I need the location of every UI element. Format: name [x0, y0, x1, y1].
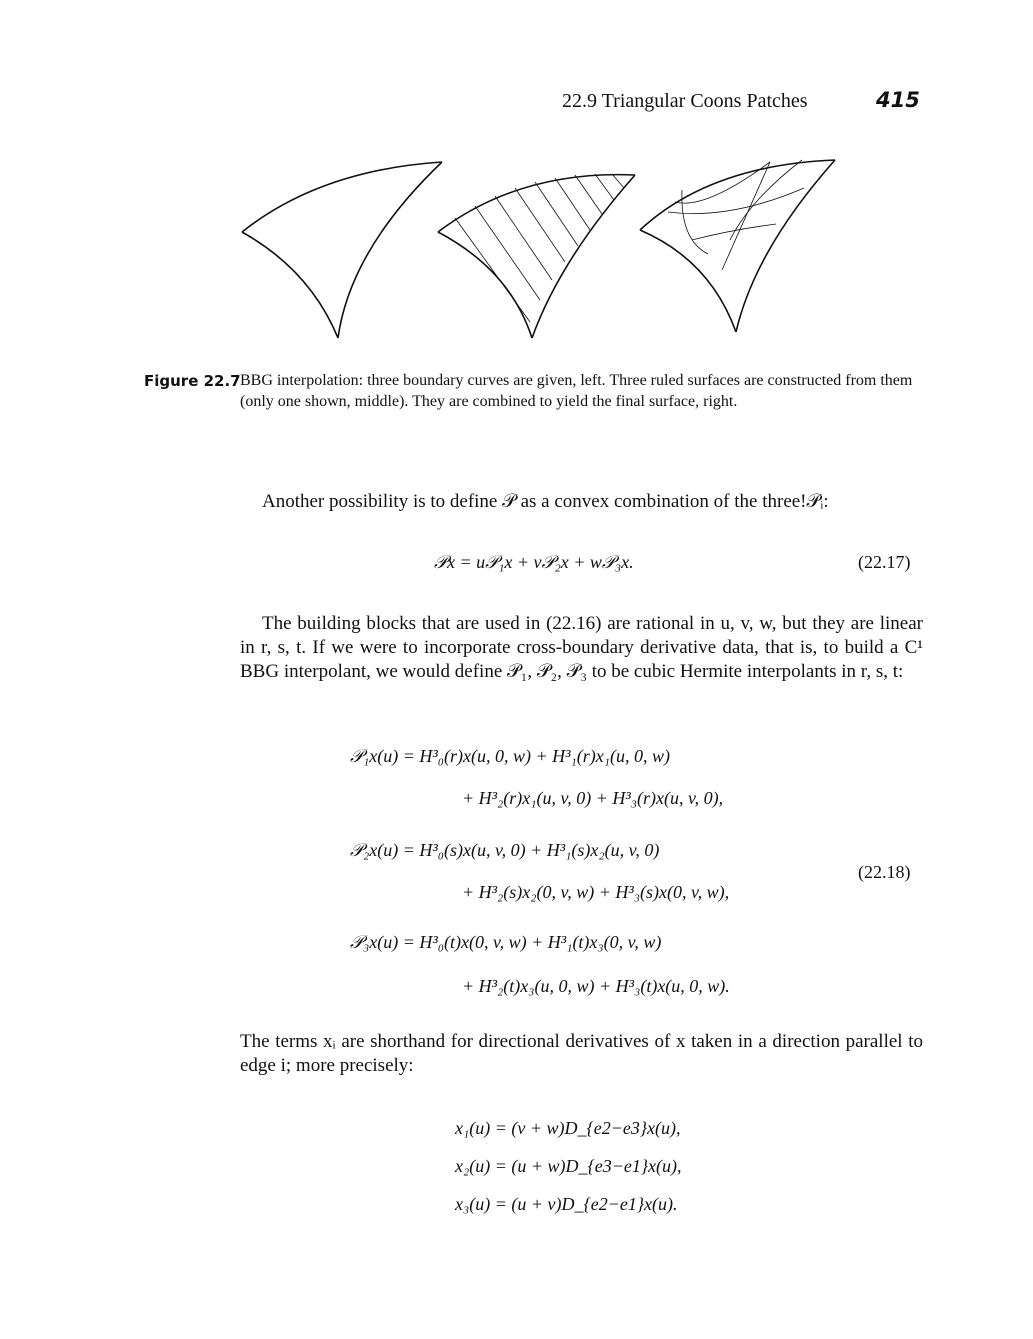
page-number: 415: [876, 88, 920, 112]
final-surface-illustration: [640, 160, 835, 332]
paragraph-building-blocks: The building blocks that are used in (22.16) are rational in u, v, w, but they are linear in r, s, t. If we were to incorporate cross-boundary derivative data, that is, to build a C¹ BBG interpolant, we would define 𝒫₁, 𝒫₂, 𝒫₃ to be cubic Hermite interpolants in r, s, t:: [240, 613, 923, 682]
figure-bbg-interpolation: [230, 150, 870, 360]
running-header-title: 22.9 Triangular Coons Patches: [562, 90, 808, 112]
derivative-line: x₁(u) = (v + w)D_{e2−e3}x(u),: [455, 1118, 681, 1138]
equation-line: + H³₂(t)x₃(u, 0, w) + H³₃(t)x(u, 0, w).: [462, 976, 730, 996]
equation-line: 𝒫₃x(u) = H³₀(t)x(0, v, w) + H³₁(t)x₃(0, v, w): [350, 932, 662, 952]
paragraph-convex-combination: Another possibility is to define 𝒫 as a convex combination of the three!𝒫ᵢ:: [262, 491, 829, 512]
derivative-line: x₂(u) = (u + w)D_{e3−e1}x(u),: [455, 1156, 682, 1176]
equation-number-22-17: (22.17): [858, 552, 911, 572]
equation-line: + H³₂(r)x₁(u, v, 0) + H³₃(r)x(u, v, 0),: [462, 788, 724, 808]
paragraph-directional-derivatives: The terms xᵢ are shorthand for directional derivatives of x taken in a direction parallel to edge i; more precisely:: [240, 1031, 923, 1076]
equation-line: + H³₂(s)x₂(0, v, w) + H³₃(s)x(0, v, w),: [462, 882, 730, 902]
equation-line: 𝒫₁x(u) = H³₀(r)x(u, 0, w) + H³₁(r)x₁(u, 0, w): [350, 746, 671, 766]
ruled-surface-illustration: [438, 174, 635, 338]
boundary-curves-illustration: [242, 162, 442, 338]
figure-label: Figure 22.7: [144, 372, 241, 390]
derivative-line: x₃(u) = (u + v)D_{e2−e1}x(u).: [455, 1194, 678, 1214]
equation-22-17: 𝒫x = u𝒫₁x + v𝒫₂x + w𝒫₃x.: [434, 552, 634, 572]
figure-caption: BBG interpolation: three boundary curves are given, left. Three ruled surfaces are constructed from them (only one shown, middle). They are combined to yield the final surface, right.: [240, 372, 913, 410]
equation-number-22-18: (22.18): [858, 862, 911, 882]
equation-line: 𝒫₂x(u) = H³₀(s)x(u, v, 0) + H³₁(s)x₂(u, v, 0): [350, 840, 660, 860]
